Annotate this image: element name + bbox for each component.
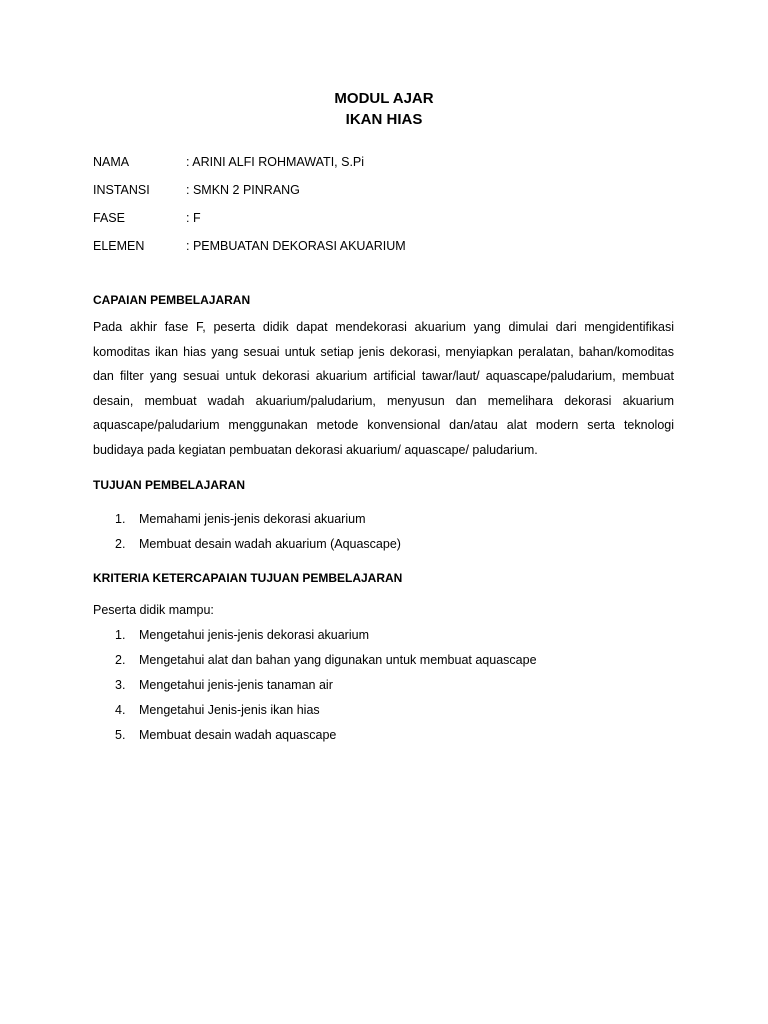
identity-table [93,155,406,267]
info-label: ELEMEN [93,239,145,253]
tujuan-heading: TUJUAN PEMBELAJARAN [93,478,246,492]
info-label: FASE [93,211,125,225]
list-text: Membuat desain wadah akuarium (Aquascape) [139,537,401,551]
info-value: : ARINI ALFI ROHMAWATI, S.Pi [186,155,365,169]
tujuan-list [93,512,674,562]
list-item [93,537,674,562]
capaian-heading: CAPAIAN PEMBELAJARAN [93,293,251,307]
list-number: 3. [115,678,126,692]
list-item [93,678,674,703]
list-number: 1. [115,628,126,642]
list-text: Mengetahui jenis-jenis tanaman air [139,678,333,692]
info-row-nama [93,155,406,183]
info-value: : F [186,211,201,225]
info-row-instansi [93,183,406,211]
section-kriteria [93,571,674,753]
info-value: : PEMBUATAN DEKORASI AKUARIUM [186,239,406,253]
list-number: 4. [115,703,126,717]
list-item [93,728,674,753]
info-label: INSTANSI [93,183,150,197]
list-number: 5. [115,728,126,742]
section-capaian [93,293,674,463]
title-block [0,88,768,130]
doc-title: MODUL AJAR [334,90,434,107]
list-number: 1. [115,512,126,526]
info-row-fase [93,211,406,239]
doc-subtitle: IKAN HIAS [345,111,423,128]
list-item [93,628,674,653]
info-row-elemen [93,239,406,267]
info-label: NAMA [93,155,130,169]
capaian-paragraph: Pada akhir fase F, peserta didik dapat mendekorasi akuarium yang dimulai dari mengidentifikasi komoditas ikan hias yang sesuai untuk setiap jenis dekorasi, menyiapkan peralatan, bahan/komoditas dan filter yang sesuai untuk dekorasi akuarium artificial tawar/laut/ aquascape/paludarium, membuat desain, membuat wadah akuarium/paludarium, menyusun dan memelihara dekorasi akuarium aquascape/paludarium menggunakan metode konvensional dan/atau alat modern serta teknologi budidaya pada kegiatan pembuatan dekorasi akuarium/ aquascape/ paludarium. [93,320,674,457]
list-text: Memahami jenis-jenis dekorasi akuarium [139,512,366,526]
list-text: Membuat desain wadah aquascape [139,728,337,742]
list-text: Mengetahui jenis-jenis dekorasi akuarium [139,628,369,642]
info-value: : SMKN 2 PINRANG [186,183,300,197]
kriteria-intro: Peserta didik mampu: [93,603,214,617]
list-item [93,703,674,728]
list-number: 2. [115,537,126,551]
list-item [93,512,674,537]
list-text: Mengetahui Jenis-jenis ikan hias [139,703,320,717]
list-number: 2. [115,653,126,667]
kriteria-list [93,628,674,753]
list-item [93,653,674,678]
kriteria-heading: KRITERIA KETERCAPAIAN TUJUAN PEMBELAJARAN [93,571,403,585]
list-text: Mengetahui alat dan bahan yang digunakan untuk membuat aquascape [139,653,537,667]
section-tujuan [93,478,674,562]
